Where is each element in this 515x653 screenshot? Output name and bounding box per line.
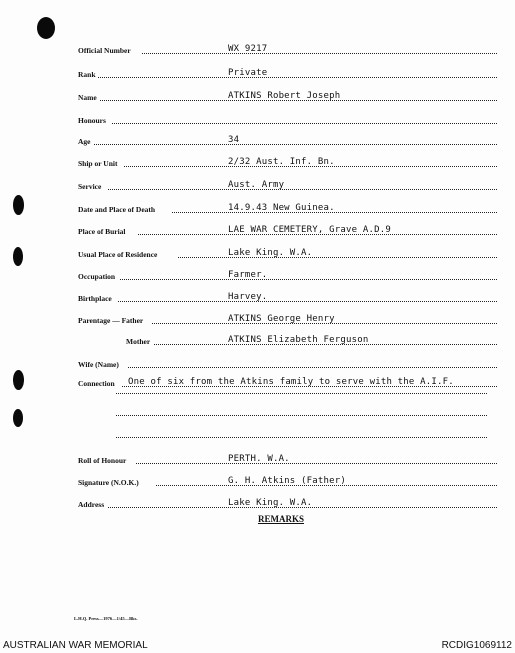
form-reference: L.H.Q. Press—1976—1/45—Bks.: [74, 616, 138, 621]
field-value: 34: [228, 135, 240, 145]
field-honours: [78, 110, 497, 126]
remarks-heading: REMARKS: [258, 514, 305, 524]
field-line: [142, 53, 497, 54]
field-parentage-father: [78, 310, 497, 326]
field-line: [136, 463, 497, 464]
field-value: ATKINS Robert Joseph: [228, 91, 341, 101]
field-date-place-of-death: [78, 199, 497, 215]
field-label: Mother: [126, 337, 151, 346]
field-label: Service: [78, 182, 102, 191]
field-value: Farmer.: [228, 270, 268, 280]
field-value: 14.9.43 New Guinea.: [228, 203, 335, 213]
field-value: Harvey.: [228, 292, 268, 302]
field-value: ATKINS Elizabeth Ferguson: [228, 335, 369, 345]
field-place-of-burial: [78, 221, 497, 237]
field-line: [112, 123, 497, 124]
field-occupation: [78, 266, 497, 282]
field-roll-of-honour: [78, 450, 497, 466]
field-value: ATKINS George Henry: [228, 314, 335, 324]
field-line: [128, 367, 497, 368]
field-name: [78, 87, 497, 103]
field-official-number: [78, 40, 497, 56]
field-value: 2/32 Aust. Inf. Bn.: [228, 157, 335, 167]
field-label: Official Number: [78, 46, 131, 55]
field-label: Date and Place of Death: [78, 205, 156, 214]
blank-line: [116, 393, 487, 394]
punch-hole-upper: [13, 195, 24, 215]
punch-hole-middle: [13, 247, 23, 266]
field-label: Signature (N.O.K.): [78, 478, 139, 487]
blank-line: [116, 415, 487, 416]
field-value: Private: [228, 68, 268, 78]
field-label: Occupation: [78, 272, 116, 281]
field-line: [98, 77, 497, 78]
field-value: Lake King. W.A.: [228, 498, 313, 508]
field-wife-name: [78, 354, 497, 370]
field-label: Parentage — Father: [78, 316, 144, 325]
field-line: [108, 189, 497, 190]
field-value: PERTH. W.A.: [228, 454, 290, 464]
field-value: WX 9217: [228, 44, 268, 54]
field-value: Aust. Army: [228, 180, 285, 190]
field-label: Wife (Name): [78, 360, 119, 369]
field-parentage-mother: [78, 331, 497, 347]
field-label: Address: [78, 500, 105, 509]
field-line: [120, 279, 497, 280]
field-label: Connection: [78, 379, 115, 388]
field-label: Place of Burial: [78, 227, 126, 236]
field-label: Ship or Unit: [78, 159, 118, 168]
field-signature-nok: [78, 472, 497, 488]
punch-hole-lower: [13, 370, 24, 390]
field-value: Lake King. W.A.: [228, 248, 313, 258]
field-usual-place-of-residence: [78, 244, 497, 260]
field-label: Usual Place of Residence: [78, 250, 158, 259]
field-rank: [78, 64, 497, 80]
punch-hole-top: [37, 17, 55, 39]
footer-archive-name: AUSTRALIAN WAR MEMORIAL: [3, 640, 148, 651]
field-label: Rank: [78, 70, 96, 79]
footer-record-id: RCDIG1069112: [441, 640, 512, 651]
field-label: Honours: [78, 116, 106, 125]
field-value: LAE WAR CEMETERY, Grave A.D.9: [228, 225, 391, 235]
field-age: [78, 131, 497, 147]
field-label: Roll of Honour: [78, 456, 127, 465]
field-value: G. H. Atkins (Father): [228, 476, 346, 486]
field-label: Birthplace: [78, 294, 112, 303]
punch-hole-bottom: [13, 409, 23, 427]
field-address: [78, 494, 497, 510]
field-line: [178, 257, 497, 258]
field-ship-or-unit: [78, 153, 497, 169]
field-line: [94, 144, 497, 145]
field-label: Age: [78, 137, 91, 146]
field-service: [78, 176, 497, 192]
field-connection: [78, 373, 497, 389]
field-birthplace: [78, 288, 497, 304]
field-label: Name: [78, 93, 97, 102]
field-value: One of six from the Atkins family to serve with the A.I.F.: [128, 377, 454, 387]
blank-line: [116, 437, 487, 438]
field-line: [118, 301, 497, 302]
